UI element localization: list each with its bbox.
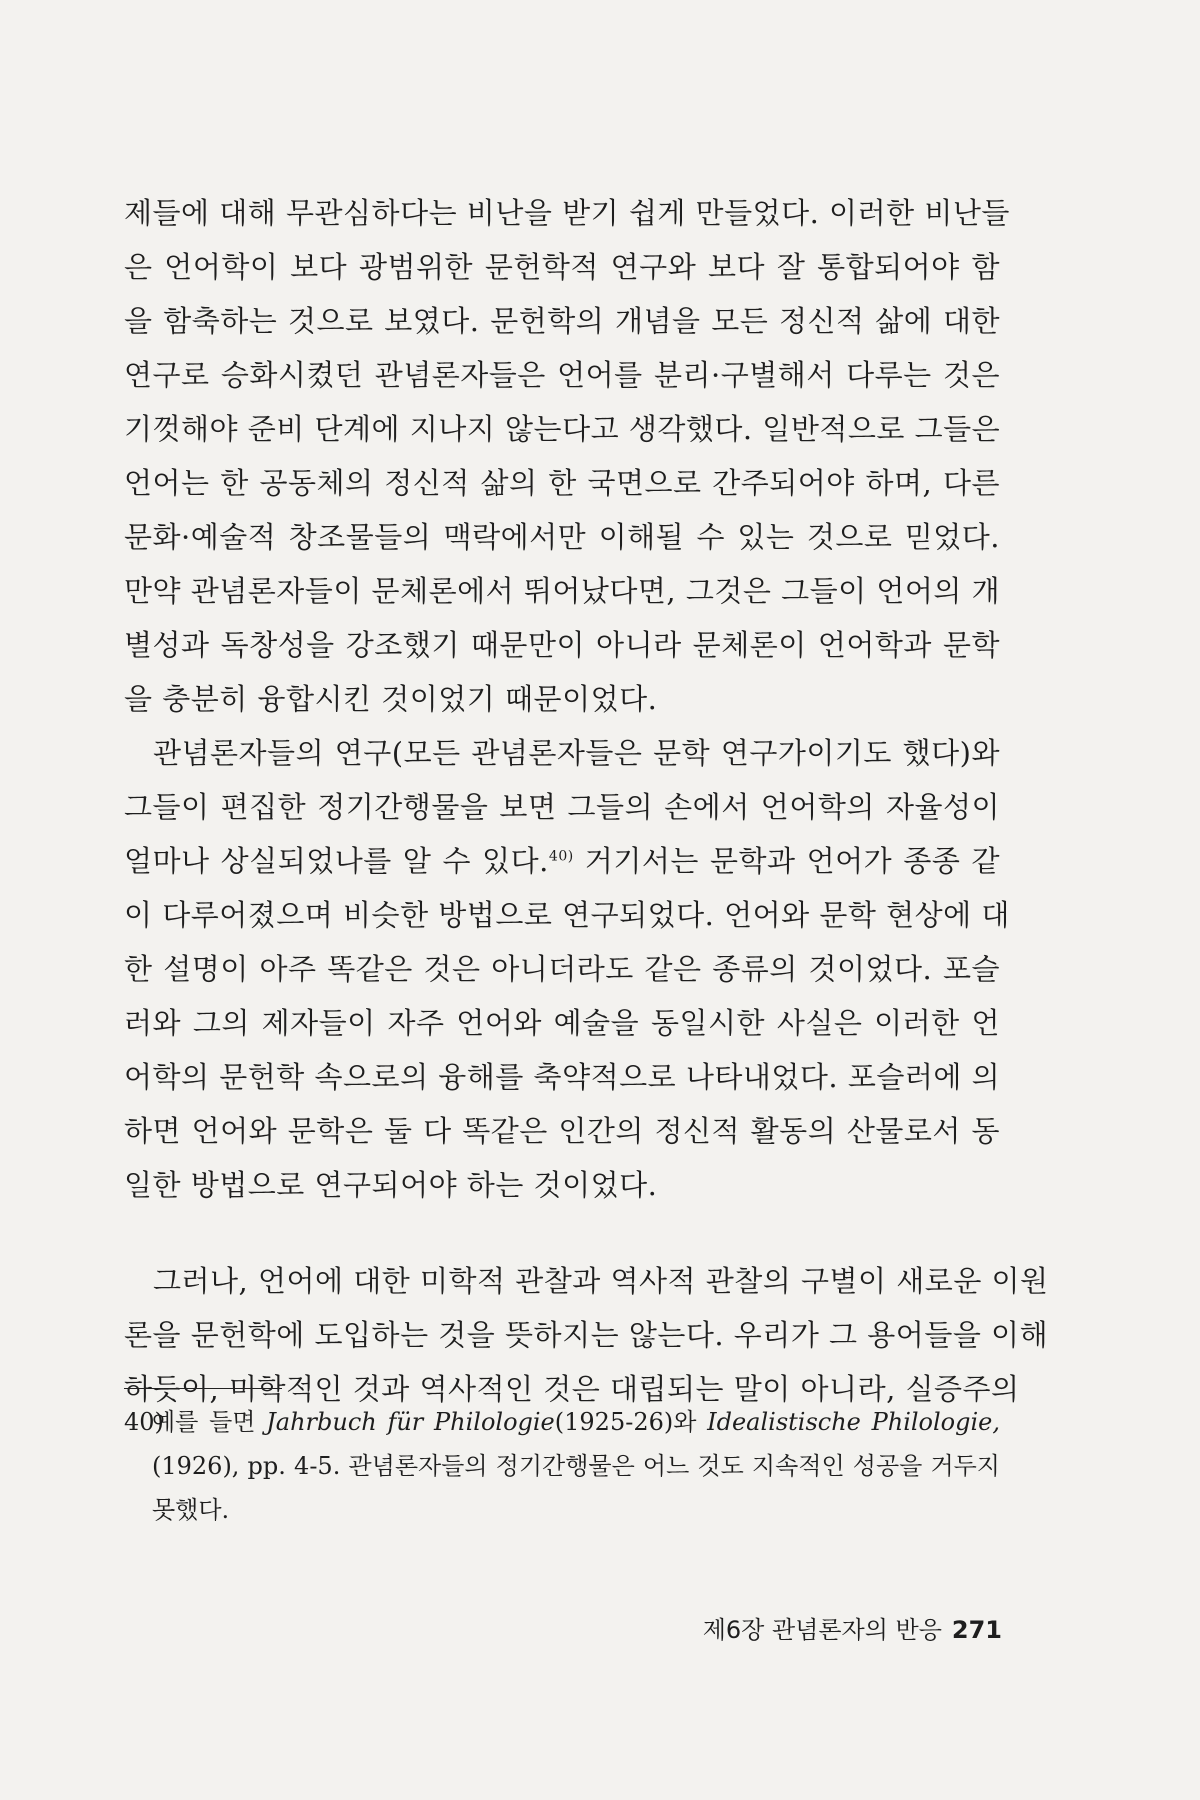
text-line: 이 다루어졌으며 비슷한 방법으로 연구되었다. 언어와 문학 현상에 대: [124, 898, 1010, 932]
footnote-40: [124, 1400, 1000, 1532]
footnote-rule: [124, 1388, 282, 1389]
text-line: 그들이 편집한 정기간행물을 보면 그들의 손에서 언어학의 자율성이: [124, 790, 1000, 824]
journal-title: Idealistische Philologie,: [707, 1408, 1001, 1436]
text-line: 론을 문헌학에 도입하는 것을 뜻하지는 않는다. 우리가 그 용어들을 이해: [124, 1318, 1049, 1352]
text-line: 그러나, 언어에 대한 미학적 관찰과 역사적 관찰의 구별이 새로운 이원: [153, 1264, 1049, 1298]
text-line: 을 함축하는 것으로 보였다. 문헌학의 개념을 모든 정신적 삶에 대한: [124, 304, 1000, 338]
footnote-number: 40): [124, 1408, 164, 1436]
text-line: 기껏해야 준비 단계에 지나지 않는다고 생각했다. 일반적으로 그들은: [124, 412, 1001, 446]
text-line: 연구로 승화시켰던 관념론자들은 언어를 분리·구별해서 다루는 것은: [124, 358, 1000, 392]
text-line: 언어는 한 공동체의 정신적 삶의 한 국면으로 간주되어야 하며, 다른: [124, 466, 1000, 500]
paragraph-1: [124, 186, 1010, 726]
footnote-line: 40)예를 들면 Jahrbuch für Philologie(1925-26)와 Idealistische Philologie,: [152, 1400, 1000, 1444]
text-line: 제들에 대해 무관심하다는 비난을 받기 쉽게 만들었다. 이러한 비난들: [124, 196, 1010, 230]
journal-title: Jahrbuch für Philologie: [266, 1408, 555, 1436]
text-line: 하듯이, 미학적인 것과 역사적인 것은 대립되는 말이 아니라, 실증주의: [124, 1372, 1020, 1406]
text-line: 한 설명이 아주 똑같은 것은 아니더라도 같은 종류의 것이었다. 포슬: [124, 952, 1000, 986]
text-line: 일한 방법으로 연구되어야 하는 것이었다.: [124, 1168, 658, 1202]
footnote-line: (1926), pp. 4-5. 관념론자들의 정기간행물은 어느 것도 지속적인 성공을 거두지: [152, 1452, 1000, 1480]
text-line: 은 언어학이 보다 광범위한 문헌학적 연구와 보다 잘 통합되어야 함: [124, 250, 1000, 284]
text-line: 러와 그의 제자들이 자주 언어와 예술을 동일시한 사실은 이러한 언: [124, 1006, 1000, 1040]
text-line: 관념론자들의 연구(모든 관념론자들은 문학 연구가이기도 했다)와: [153, 736, 1000, 770]
text-line: 별성과 독창성을 강조했기 때문만이 아니라 문체론이 언어학과 문학: [124, 628, 1000, 662]
text-line: 하면 언어와 문학은 둘 다 똑같은 인간의 정신적 활동의 산물로서 동: [124, 1114, 1000, 1148]
text-line: 문화·예술적 창조물들의 맥락에서만 이해될 수 있는 것으로 믿었다.: [124, 520, 1000, 554]
running-footer: [703, 1610, 1002, 1645]
text-line: 어학의 문헌학 속으로의 융해를 축약적으로 나타내었다. 포슬러에 의: [124, 1060, 1001, 1094]
paragraph-3: [124, 1254, 1049, 1416]
page-number: 271: [951, 1616, 1002, 1644]
paragraph-2: [124, 726, 1010, 1212]
text-line: 만약 관념론자들이 문체론에서 뛰어났다면, 그것은 그들이 언어의 개: [124, 574, 1001, 608]
text-line-with-footnote-ref: 얼마나 상실되었나를 알 수 있다.$^{40)}$ 거기서는 문학과 언어가 종종 같: [124, 844, 1000, 878]
body-text: [124, 186, 1049, 1416]
paragraph-gap: [124, 1212, 1000, 1254]
footnote-line: 못했다.: [152, 1496, 230, 1524]
chapter-title: 제6장 관념론자의 반응: [702, 1616, 942, 1644]
text-line: 을 충분히 융합시킨 것이었기 때문이었다.: [124, 682, 658, 716]
footnote-reference[interactable]: 40): [548, 848, 574, 865]
